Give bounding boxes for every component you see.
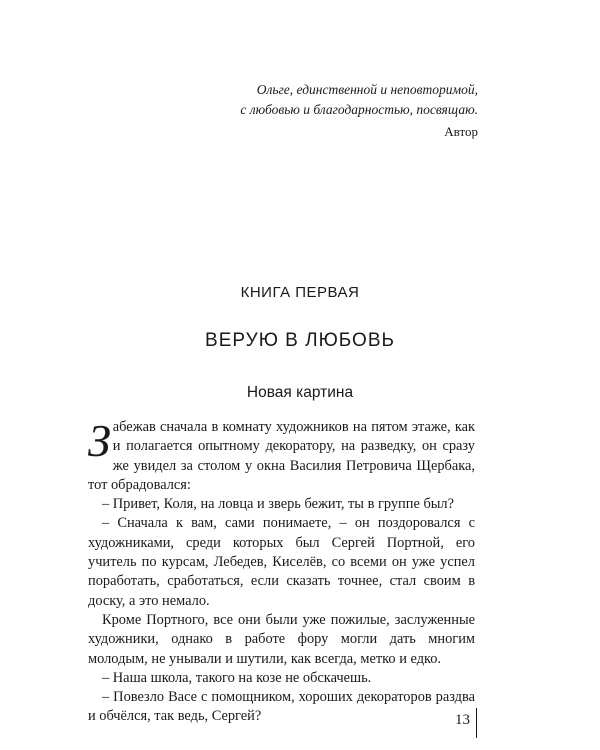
paragraph [88,415,475,495]
paragraph: – Сначала к вам, сами понимаете, – он поздоровался с художниками, среди которых был Сергей Портной, его учитель по курсам, Лебедев, Киселёв, со всеми он уже успел поработать, сработаться, если сказать точнее, стал своим в доску, а это немало. [88,515,475,609]
epigraph [178,80,478,142]
body-text [88,415,475,727]
page-number-rule [476,708,477,738]
epigraph-line: Ольге, единственной и неповторимой, [256,82,478,97]
paragraph-text: абежав сначала в комнату художников на пятом этаже, как и полагается опытному декоратору, на разведку, он сразу же увидел за столом у окна Василия Петровича Щербака, тот обрадовался: [88,419,475,493]
page-number: 13 [455,712,470,728]
chapter-title: Новая картина [246,384,354,401]
paragraph: – Наша школа, такого на козе не обскачешь. [102,669,372,686]
book-title: ВЕРУЮ В ЛЮБОВЬ [205,330,395,351]
epigraph-line: с любовью и благодарностью, посвящаю. [240,102,478,117]
drop-cap: З [88,415,111,466]
paragraph: – Повезло Васе с помощником, хороших декораторов раздва и обчёлся, так ведь, Сергей? [88,689,475,725]
paragraph: – Привет, Коля, на ловца и зверь бежит, ты в группе был? [102,496,455,513]
book-label: КНИГА ПЕРВАЯ [240,284,360,301]
epigraph-author: Автор [444,124,478,139]
paragraph: Кроме Портного, все они были уже пожилые, заслуженные художники, однако в работе фору могли дать многим молодым, не унывали и шутили, как всегда, метко и едко. [88,611,475,667]
